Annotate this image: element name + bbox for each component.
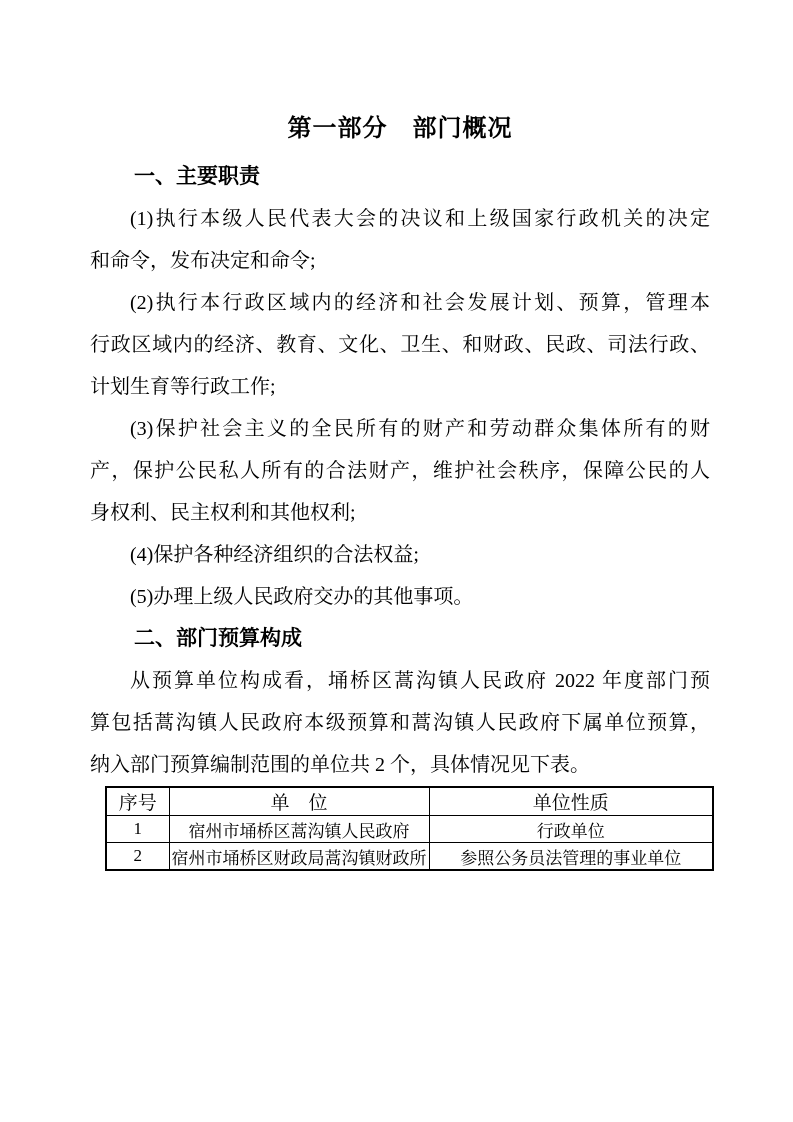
paragraph-line: 身权利、民主权利和其他权利; <box>90 502 356 524</box>
table-cell-seq: 1 <box>106 816 169 843</box>
table-cell-unit: 宿州市埇桥区财政局蒿沟镇财政所 <box>169 843 429 871</box>
paragraph-line: 和命令，发布决定和命令; <box>90 250 316 272</box>
table-header-unit-type: 单位性质 <box>429 787 713 816</box>
paragraph-2 <box>90 282 710 408</box>
section-2-heading: 二、部门预算构成 <box>134 627 302 650</box>
paragraph-line: 纳入部门预算编制范围的单位共 2 个，具体情况见下表。 <box>90 754 590 776</box>
paragraph-line: 行政区域内的经济、教育、文化、卫生、和财政、民政、司法行政、 <box>90 334 710 356</box>
budget-units-table <box>105 786 714 871</box>
paragraph-line: (4)保护各种经济组织的合法权益; <box>130 544 419 566</box>
table-cell-unit: 宿州市埇桥区蒿沟镇人民政府 <box>169 816 429 843</box>
paragraph-line: 计划生育等行政工作; <box>90 376 276 398</box>
paragraph-1 <box>90 198 710 282</box>
paragraph-4 <box>90 534 710 576</box>
paragraph-line: (3)保护社会主义的全民所有的财产和劳动群众集体所有的财 <box>130 418 710 440</box>
paragraph-line: 产，保护公民私人所有的合法财产，维护社会秩序，保障公民的人 <box>90 460 710 482</box>
table-header-seq: 序号 <box>106 787 169 816</box>
paragraph-line: (2)执行本行政区域内的经济和社会发展计划、预算，管理本 <box>130 292 710 314</box>
table-cell-unit-type: 行政单位 <box>429 816 713 843</box>
paragraph-line: 从预算单位构成看，埇桥区蒿沟镇人民政府 2022 年度部门预 <box>130 670 710 692</box>
table-row <box>106 816 713 843</box>
document-title: 第一部分 部门概况 <box>287 115 513 142</box>
paragraph-line: (1)执行本级人民代表大会的决议和上级国家行政机关的决定 <box>130 208 710 230</box>
table-header-unit: 单 位 <box>169 787 429 816</box>
paragraph-6 <box>90 660 710 786</box>
paragraph-3 <box>90 408 710 534</box>
table-row <box>106 843 713 871</box>
table-header-row <box>106 787 713 816</box>
paragraph-line: 算包括蒿沟镇人民政府本级预算和蒿沟镇人民政府下属单位预算， <box>90 712 710 734</box>
section-1-heading: 一、主要职责 <box>134 165 260 188</box>
paragraph-5 <box>90 576 710 618</box>
paragraph-line: (5)办理上级人民政府交办的其他事项。 <box>130 586 474 608</box>
table-cell-unit-type: 参照公务员法管理的事业单位 <box>429 843 713 871</box>
table-cell-seq: 2 <box>106 843 169 871</box>
